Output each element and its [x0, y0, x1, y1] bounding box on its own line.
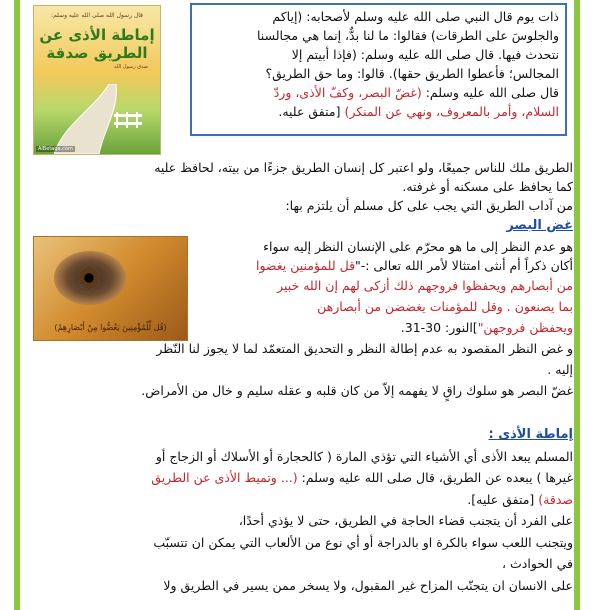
section2-text: غيرها ) يبعده عن الطريق، قال صلى الله عليه وسلم:	[297, 470, 573, 485]
eye-caption: (قُل لِّلْمُؤْمِنِينَ يَغُضُّوا مِنْ أَبْصَارِهِمْ)	[54, 323, 167, 332]
section-heading: إماطة الأذى :	[488, 427, 573, 442]
hadith-line	[198, 83, 559, 102]
intro-line: الطريق ملك للناس جميعًا، ولو اعتبر كل إنسان الطريق جزءًا من بيته، لحافظ عليه	[154, 160, 573, 175]
section1-body	[21, 275, 573, 401]
hadith-line: والجلوسَ على الطرقات) فقالوا: ما لنا بدٌّ، إنما هي مجالسنا	[256, 28, 559, 43]
hadith-quote: (... وتميط الأذى عن الطريق	[151, 470, 298, 485]
image-site-label: AlBetaqa.com	[38, 146, 73, 152]
verse-text: ويحفظن فروجهن"	[477, 320, 573, 335]
section2-line: في الحوادث ،	[502, 556, 573, 571]
intro-line: من آداب الطريق التي يجب على كل مسلم أن يلتزم بها:	[285, 198, 573, 213]
section2-text: [متفق عليه].	[467, 491, 539, 507]
road-illustration	[33, 5, 161, 155]
section2-line: على الانسان ان يتجنّب المزاح غير المقبول، ولا يسخر ممن يسير في الطريق ولا	[163, 577, 573, 593]
verse-line: من أبصارهم ويحفظوا فروجهم ذلك أزكى لهم إن الله خبير	[277, 278, 573, 293]
hadith-quote: السلام، وأمر بالمعروف، ونهي عن المنكر)	[344, 104, 559, 119]
section2-line: على الفرد أن يتجنب قضاء الحاجة في الطريق، حتى لا يؤذي أحدًا،	[238, 513, 573, 528]
image-title-line2: الطريق صدقة	[46, 44, 148, 62]
intro-paragraph	[21, 158, 573, 215]
image-title-line1: إماطة الأذى عن	[39, 26, 155, 44]
section1-line: هو عدم النظر إلى ما هو محرّم على الإنسان النظر إليه سواء	[263, 239, 573, 254]
section1-body-top	[208, 237, 573, 275]
hadith-line: المجالس؛ فأعطوا الطريق حقها). قالوا: وما حق الطريق؟	[265, 66, 559, 81]
verse-reference: ]النور: 30-31.	[400, 320, 478, 335]
hadith-line: ذات يوم قال النبي صلى الله عليه وسلم لأصحابه: (إياكم	[272, 9, 559, 24]
verse-line: بما يصنعون . وقل للمؤمنات يغضضن من أبصارهن	[317, 299, 573, 314]
section2-line: المسلم يبعد الأذى أي الأشياء التي تؤذي المارة ( كالحجارة أو الأسلاك أو الزجاج أو	[155, 448, 573, 464]
hadith-text: [متفق عليه.	[278, 104, 345, 119]
hadith-quote: (غضّ البصر، وكفّ الأذى، وردّ	[273, 85, 422, 100]
hadith-line	[198, 102, 559, 121]
section-gadd-albasar	[21, 216, 573, 235]
hadith-text: قال صلى الله عليه وسلم:	[421, 85, 559, 100]
section-heading: غض البصر	[506, 218, 573, 233]
section1-text: أكان ذكراً أم أنثى امتثالا لأمر الله تعالى :-"	[355, 258, 573, 273]
section1-line: غضّ البصر هو سلوك راقٍ لا يفهمه إلاّ من كان قلبه و عقله سليم و خال من الأمراض.	[141, 383, 573, 398]
hadith-quote: صدقة)	[538, 491, 573, 507]
section-imatat-alatha	[21, 424, 573, 596]
section2-line	[21, 467, 573, 489]
image-caption-small: قال رسول الله صلى الله عليه وسلم:	[51, 12, 143, 19]
image-title	[34, 26, 160, 62]
verse-line	[21, 317, 573, 338]
image-signature: صدق رسول الله	[114, 64, 148, 70]
section1-line: إليه .	[547, 362, 573, 377]
verse-text: قل للمؤمنين يغضوا	[255, 258, 356, 273]
hadith-line: نتحدث فيها. قال صلى الله عليه وسلم: (فإذا أبيتم إلا	[291, 47, 559, 62]
section1-line	[208, 256, 573, 275]
section2-line	[21, 489, 573, 511]
road-graphic	[54, 84, 144, 154]
intro-line: كما يحافظ على مسكنه أو غرفته.	[402, 179, 573, 194]
hadith-box	[190, 3, 567, 136]
section1-line: و غض النظر المقصود به عدم إطالة النظر و التحديق المتعمّد لما لا يجوز لنا النّظر	[156, 341, 573, 356]
section2-line: ويتجنب اللعب سواء بالكرة او بالدراجة أو أي نوع من الألعاب التي يمكن ان تتسبّب	[153, 534, 573, 550]
